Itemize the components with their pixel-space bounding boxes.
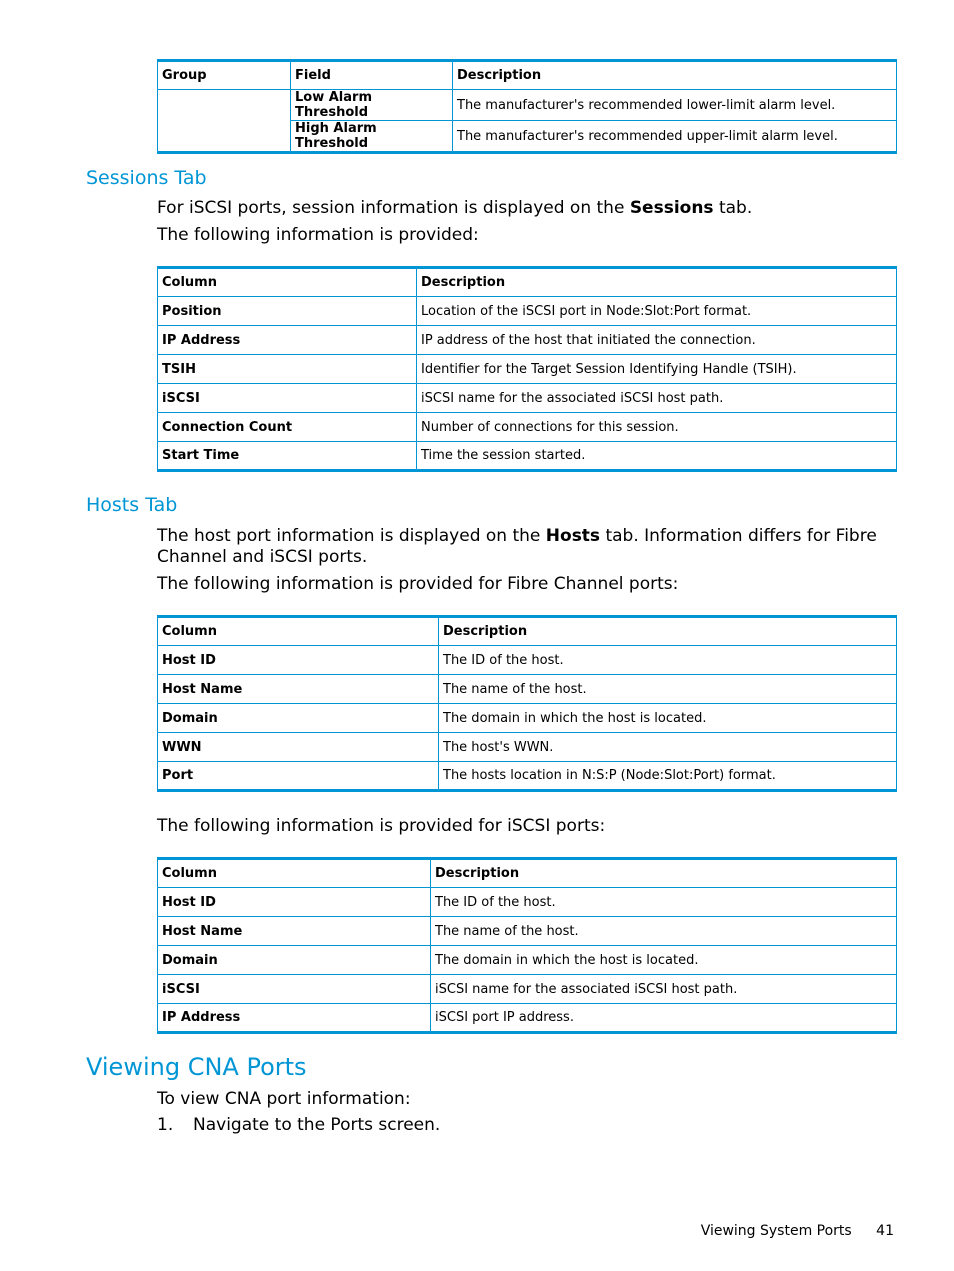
column-cell: Domain bbox=[158, 704, 439, 733]
column-cell: Port bbox=[158, 762, 439, 791]
hosts-intro-bold: Hosts bbox=[545, 526, 601, 546]
column-header: Description bbox=[431, 859, 897, 888]
description-cell: Location of the iSCSI port in Node:Slot:Port format. bbox=[417, 297, 897, 326]
table-row bbox=[158, 442, 897, 471]
column-cell: Host ID bbox=[158, 646, 439, 675]
description-cell: iSCSI name for the associated iSCSI host path. bbox=[417, 384, 897, 413]
column-cell: Domain bbox=[158, 946, 431, 975]
sessions-intro-text-end: tab. bbox=[713, 198, 753, 218]
table-header-row bbox=[158, 268, 897, 297]
table-row bbox=[158, 1004, 897, 1033]
description-cell: The name of the host. bbox=[431, 917, 897, 946]
column-cell: Start Time bbox=[158, 442, 417, 471]
description-cell: The ID of the host. bbox=[431, 888, 897, 917]
description-cell: iSCSI name for the associated iSCSI host path. bbox=[431, 975, 897, 1004]
table-row bbox=[158, 646, 897, 675]
table-row bbox=[158, 384, 897, 413]
table-row bbox=[158, 946, 897, 975]
fc-hosts-table bbox=[157, 615, 897, 792]
step-number: 1. bbox=[157, 1115, 174, 1135]
hosts-tab-heading: Hosts Tab bbox=[86, 494, 178, 516]
field-cell: Low Alarm Threshold bbox=[291, 90, 453, 121]
table-header-row bbox=[158, 617, 897, 646]
description-cell: Number of connections for this session. bbox=[417, 413, 897, 442]
sessions-intro-text: For iSCSI ports, session information is displayed on the bbox=[157, 198, 630, 218]
table-row bbox=[158, 413, 897, 442]
column-cell: Position bbox=[158, 297, 417, 326]
column-cell: TSIH bbox=[158, 355, 417, 384]
table-row bbox=[158, 90, 897, 121]
description-cell: IP address of the host that initiated the connection. bbox=[417, 326, 897, 355]
page-number: 41 bbox=[876, 1223, 894, 1239]
description-cell: The hosts location in N:S:P (Node:Slot:Port) format. bbox=[439, 762, 897, 791]
table-row bbox=[158, 975, 897, 1004]
column-cell: Host Name bbox=[158, 917, 431, 946]
column-header: Field bbox=[291, 61, 453, 90]
description-cell: Identifier for the Target Session Identifying Handle (TSIH). bbox=[417, 355, 897, 384]
alarm-threshold-table bbox=[157, 59, 897, 154]
table-row bbox=[158, 733, 897, 762]
sessions-tab-heading: Sessions Tab bbox=[86, 167, 207, 189]
description-cell: iSCSI port IP address. bbox=[431, 1004, 897, 1033]
field-cell: High Alarm Threshold bbox=[291, 121, 453, 153]
column-cell: WWN bbox=[158, 733, 439, 762]
column-header: Column bbox=[158, 617, 439, 646]
table-row bbox=[158, 326, 897, 355]
cna-step-1 bbox=[157, 1115, 897, 1136]
description-cell: The manufacturer's recommended upper-limit alarm level. bbox=[453, 121, 897, 153]
sessions-intro bbox=[157, 198, 897, 219]
table-row bbox=[158, 675, 897, 704]
description-cell: The manufacturer's recommended lower-limit alarm level. bbox=[453, 90, 897, 121]
description-cell: The name of the host. bbox=[439, 675, 897, 704]
column-header: Description bbox=[453, 61, 897, 90]
cna-heading: Viewing CNA Ports bbox=[86, 1053, 307, 1081]
column-header: Description bbox=[417, 268, 897, 297]
cna-intro: To view CNA port information: bbox=[157, 1089, 411, 1109]
hosts-intro-text-end: tab. Information differs for Fibre Channel and iSCSI ports. bbox=[157, 526, 877, 567]
table-row bbox=[158, 355, 897, 384]
column-cell: IP Address bbox=[158, 326, 417, 355]
description-cell: The host's WWN. bbox=[439, 733, 897, 762]
column-header: Column bbox=[158, 859, 431, 888]
column-cell: Connection Count bbox=[158, 413, 417, 442]
sessions-intro-bold: Sessions bbox=[629, 198, 714, 218]
hosts-intro bbox=[157, 526, 897, 568]
table-row bbox=[158, 297, 897, 326]
description-cell: The ID of the host. bbox=[439, 646, 897, 675]
hosts-intro-text: The host port information is displayed on the bbox=[157, 526, 546, 546]
table-row bbox=[158, 704, 897, 733]
table-row bbox=[158, 762, 897, 791]
column-cell: iSCSI bbox=[158, 975, 431, 1004]
table-row bbox=[158, 917, 897, 946]
column-cell: Host Name bbox=[158, 675, 439, 704]
description-cell: Time the session started. bbox=[417, 442, 897, 471]
column-cell: IP Address bbox=[158, 1004, 431, 1033]
description-cell: The domain in which the host is located. bbox=[439, 704, 897, 733]
page-footer bbox=[701, 1223, 894, 1239]
column-cell: iSCSI bbox=[158, 384, 417, 413]
footer-title: Viewing System Ports bbox=[700, 1223, 852, 1239]
column-header: Group bbox=[158, 61, 291, 90]
column-header: Description bbox=[439, 617, 897, 646]
iscsi-hosts-table bbox=[157, 857, 897, 1034]
description-cell: The domain in which the host is located. bbox=[431, 946, 897, 975]
column-header: Column bbox=[158, 268, 417, 297]
sessions-provided-text: The following information is provided: bbox=[157, 225, 479, 245]
table-header-row bbox=[158, 61, 897, 90]
iscsi-provided-text: The following information is provided for iSCSI ports: bbox=[157, 816, 606, 836]
fc-provided-text: The following information is provided for Fibre Channel ports: bbox=[157, 574, 679, 594]
sessions-table bbox=[157, 266, 897, 472]
group-cell bbox=[158, 90, 291, 153]
table-header-row bbox=[158, 859, 897, 888]
step-text: Navigate to the Ports screen. bbox=[193, 1115, 441, 1135]
table-row bbox=[158, 888, 897, 917]
column-cell: Host ID bbox=[158, 888, 431, 917]
